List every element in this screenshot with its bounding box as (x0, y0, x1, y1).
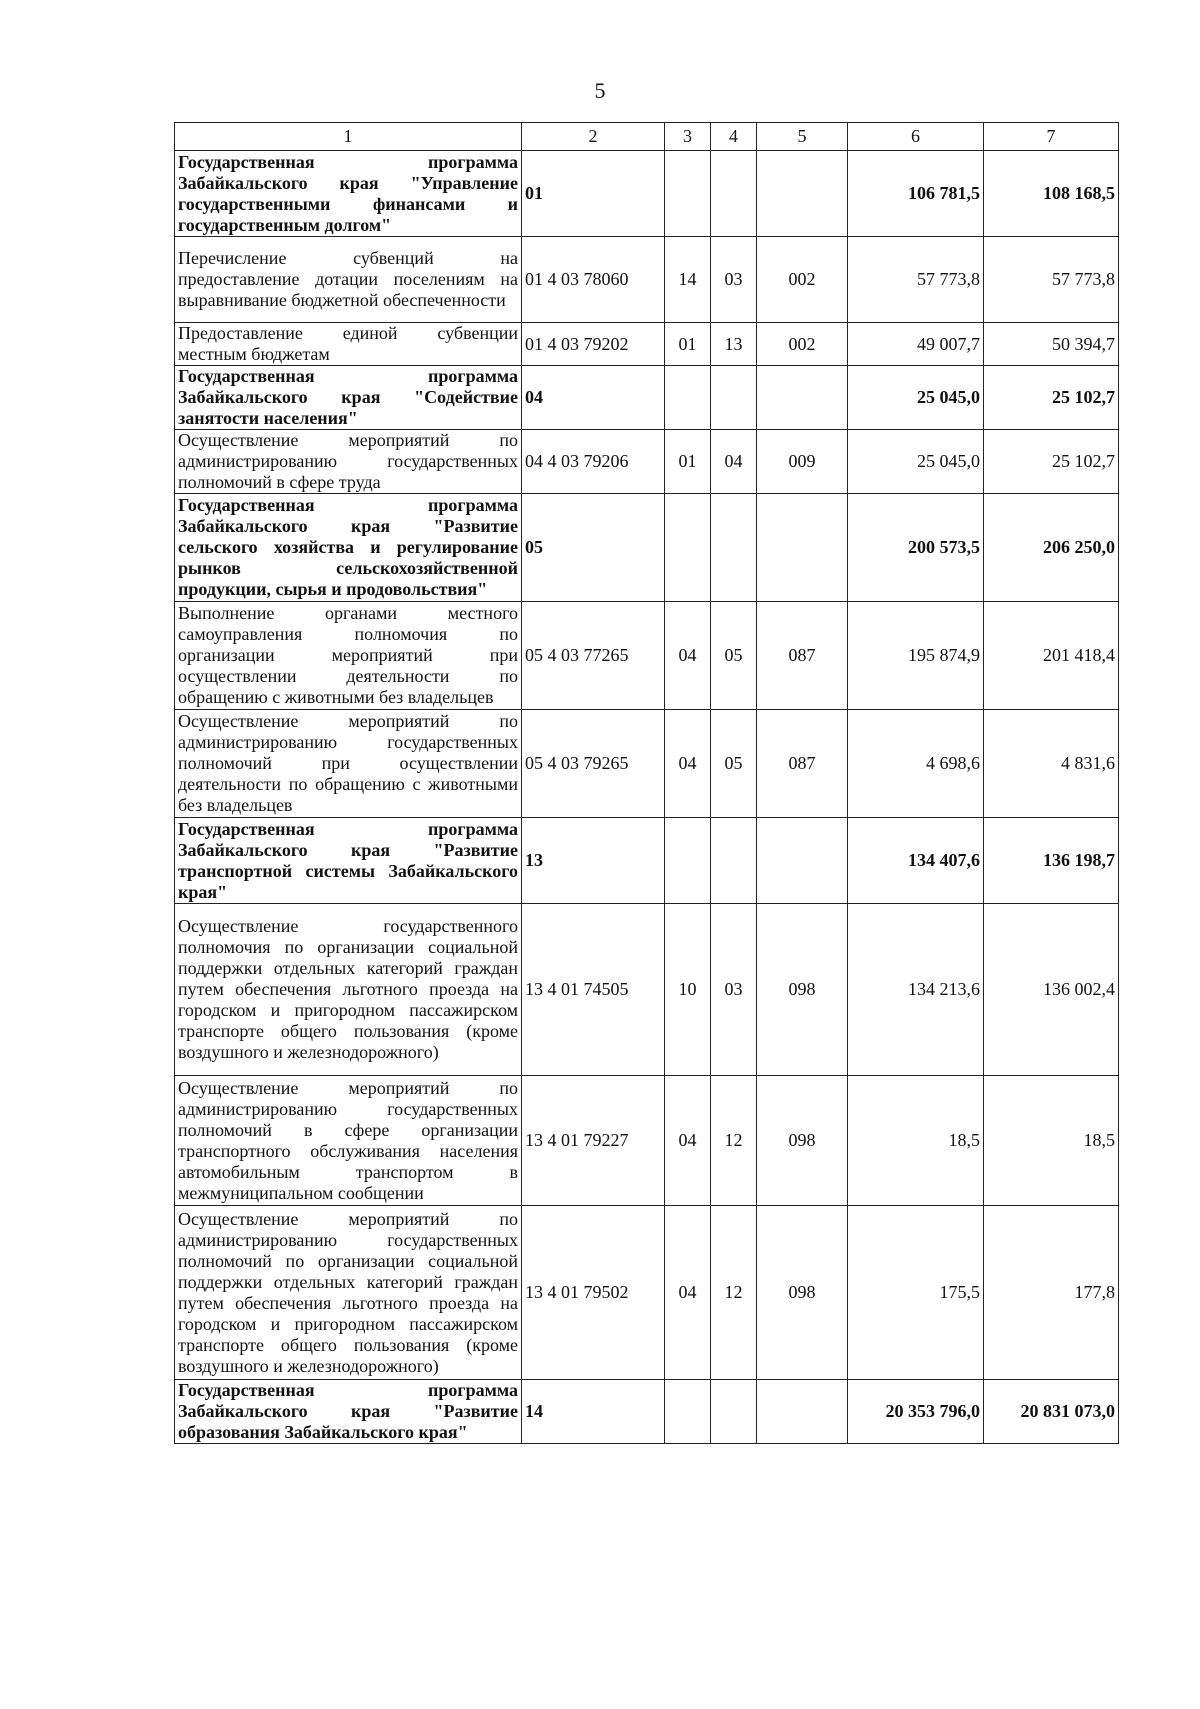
name-cell: Предоставление единой субвенции местным бюджетам (175, 323, 522, 366)
target-code-cell: 13 (522, 818, 665, 904)
section-cell (665, 366, 711, 430)
expense-type-cell: 009 (757, 430, 848, 494)
amount-year-1-cell: 57 773,8 (848, 237, 984, 323)
amount-year-2-cell: 136 198,7 (984, 818, 1119, 904)
name-cell: Государственная программа Забайкальского края "Управление государственными финансами и государственным долгом" (175, 151, 522, 237)
target-code-cell: 13 4 01 74505 (522, 904, 665, 1076)
activity-row (175, 710, 1119, 818)
expense-type-cell: 098 (757, 1206, 848, 1380)
activity-row (175, 602, 1119, 710)
subsection-cell (711, 1380, 757, 1444)
activity-row (175, 1206, 1119, 1380)
name-cell: Осуществление государственного полномочия по организации социальной поддержки отдельных категорий граждан путем обеспечения льготного проезда на городском и пригородном пассажирском транспорте общего пользования (кроме воздушного и железнодорожного) (175, 904, 522, 1076)
section-cell: 10 (665, 904, 711, 1076)
program-row (175, 366, 1119, 430)
section-cell: 14 (665, 237, 711, 323)
column-header-1: 1 (175, 123, 522, 151)
target-code-cell: 01 (522, 151, 665, 237)
amount-year-1-cell: 18,5 (848, 1076, 984, 1206)
expense-type-cell: 087 (757, 602, 848, 710)
expense-type-cell: 098 (757, 904, 848, 1076)
subsection-cell: 12 (711, 1206, 757, 1380)
amount-year-2-cell: 206 250,0 (984, 494, 1119, 602)
target-code-cell: 01 4 03 78060 (522, 237, 665, 323)
expense-type-cell: 087 (757, 710, 848, 818)
section-cell: 04 (665, 1206, 711, 1380)
subsection-cell: 12 (711, 1076, 757, 1206)
amount-year-2-cell: 177,8 (984, 1206, 1119, 1380)
amount-year-1-cell: 20 353 796,0 (848, 1380, 984, 1444)
program-row (175, 1380, 1119, 1444)
name-cell: Осуществление мероприятий по администрированию государственных полномочий в сфере труда (175, 430, 522, 494)
section-cell (665, 151, 711, 237)
section-cell (665, 818, 711, 904)
column-header-6: 6 (848, 123, 984, 151)
section-cell (665, 494, 711, 602)
column-header-4: 4 (711, 123, 757, 151)
subsection-cell: 05 (711, 602, 757, 710)
amount-year-2-cell: 136 002,4 (984, 904, 1119, 1076)
activity-row (175, 323, 1119, 366)
target-code-cell: 05 (522, 494, 665, 602)
amount-year-1-cell: 25 045,0 (848, 366, 984, 430)
column-header-5: 5 (757, 123, 848, 151)
subsection-cell: 04 (711, 430, 757, 494)
amount-year-2-cell: 25 102,7 (984, 430, 1119, 494)
subsection-cell: 03 (711, 237, 757, 323)
name-cell: Государственная программа Забайкальского края "Развитие сельского хозяйства и регулирование рынков сельскохозяйственной продукции, сырья и продовольствия" (175, 494, 522, 602)
expense-type-cell: 002 (757, 323, 848, 366)
subsection-cell: 05 (711, 710, 757, 818)
amount-year-2-cell: 4 831,6 (984, 710, 1119, 818)
subsection-cell (711, 366, 757, 430)
amount-year-1-cell: 195 874,9 (848, 602, 984, 710)
name-cell: Государственная программа Забайкальского края "Развитие транспортной системы Забайкальского края" (175, 818, 522, 904)
subsection-cell (711, 494, 757, 602)
expense-type-cell (757, 366, 848, 430)
amount-year-2-cell: 50 394,7 (984, 323, 1119, 366)
column-header-3: 3 (665, 123, 711, 151)
name-cell: Государственная программа Забайкальского края "Содействие занятости населения" (175, 366, 522, 430)
target-code-cell: 13 4 01 79502 (522, 1206, 665, 1380)
name-cell: Осуществление мероприятий по администрированию государственных полномочий по организации социальной поддержки отдельных категорий граждан путем обеспечения льготного проезда на городском и пригородном пассажирском транспорте общего пользования (кроме воздушного и железнодорожного) (175, 1206, 522, 1380)
amount-year-2-cell: 18,5 (984, 1076, 1119, 1206)
expense-type-cell (757, 151, 848, 237)
amount-year-2-cell: 108 168,5 (984, 151, 1119, 237)
amount-year-1-cell: 134 407,6 (848, 818, 984, 904)
column-header-7: 7 (984, 123, 1119, 151)
name-cell: Перечисление субвенций на предоставление дотации поселениям на выравнивание бюджетной обеспеченности (175, 237, 522, 323)
section-cell (665, 1380, 711, 1444)
amount-year-1-cell: 4 698,6 (848, 710, 984, 818)
column-header-2: 2 (522, 123, 665, 151)
section-cell: 04 (665, 1076, 711, 1206)
target-code-cell: 14 (522, 1380, 665, 1444)
activity-row (175, 237, 1119, 323)
name-cell: Государственная программа Забайкальского края "Развитие образования Забайкальского края" (175, 1380, 522, 1444)
target-code-cell: 04 (522, 366, 665, 430)
amount-year-1-cell: 106 781,5 (848, 151, 984, 237)
subsection-cell (711, 818, 757, 904)
subsection-cell (711, 151, 757, 237)
table-body (175, 151, 1119, 1444)
budget-table (174, 122, 1119, 1444)
subsection-cell: 03 (711, 904, 757, 1076)
amount-year-2-cell: 25 102,7 (984, 366, 1119, 430)
target-code-cell: 01 4 03 79202 (522, 323, 665, 366)
header-row (175, 123, 1119, 151)
amount-year-2-cell: 57 773,8 (984, 237, 1119, 323)
name-cell: Выполнение органами местного самоуправления полномочия по организации мероприятий при осуществлении деятельности по обращению с животными без владельцев (175, 602, 522, 710)
amount-year-1-cell: 134 213,6 (848, 904, 984, 1076)
amount-year-1-cell: 25 045,0 (848, 430, 984, 494)
expense-type-cell (757, 818, 848, 904)
amount-year-1-cell: 175,5 (848, 1206, 984, 1380)
name-cell: Осуществление мероприятий по администрированию государственных полномочий в сфере организации транспортного обслуживания населения автомобильным транспортом в межмуниципальном сообщении (175, 1076, 522, 1206)
section-cell: 04 (665, 602, 711, 710)
expense-type-cell (757, 494, 848, 602)
activity-row (175, 1076, 1119, 1206)
section-cell: 01 (665, 430, 711, 494)
section-cell: 01 (665, 323, 711, 366)
program-row (175, 494, 1119, 602)
activity-row (175, 430, 1119, 494)
amount-year-2-cell: 20 831 073,0 (984, 1380, 1119, 1444)
target-code-cell: 05 4 03 79265 (522, 710, 665, 818)
expense-type-cell: 002 (757, 237, 848, 323)
amount-year-1-cell: 49 007,7 (848, 323, 984, 366)
expense-type-cell: 098 (757, 1076, 848, 1206)
amount-year-2-cell: 201 418,4 (984, 602, 1119, 710)
activity-row (175, 904, 1119, 1076)
program-row (175, 151, 1119, 237)
target-code-cell: 05 4 03 77265 (522, 602, 665, 710)
expense-type-cell (757, 1380, 848, 1444)
subsection-cell: 13 (711, 323, 757, 366)
page-number: 5 (594, 78, 606, 103)
target-code-cell: 13 4 01 79227 (522, 1076, 665, 1206)
target-code-cell: 04 4 03 79206 (522, 430, 665, 494)
name-cell: Осуществление мероприятий по администрированию государственных полномочий при осуществлении деятельности по обращению с животными без владельцев (175, 710, 522, 818)
section-cell: 04 (665, 710, 711, 818)
amount-year-1-cell: 200 573,5 (848, 494, 984, 602)
program-row (175, 818, 1119, 904)
